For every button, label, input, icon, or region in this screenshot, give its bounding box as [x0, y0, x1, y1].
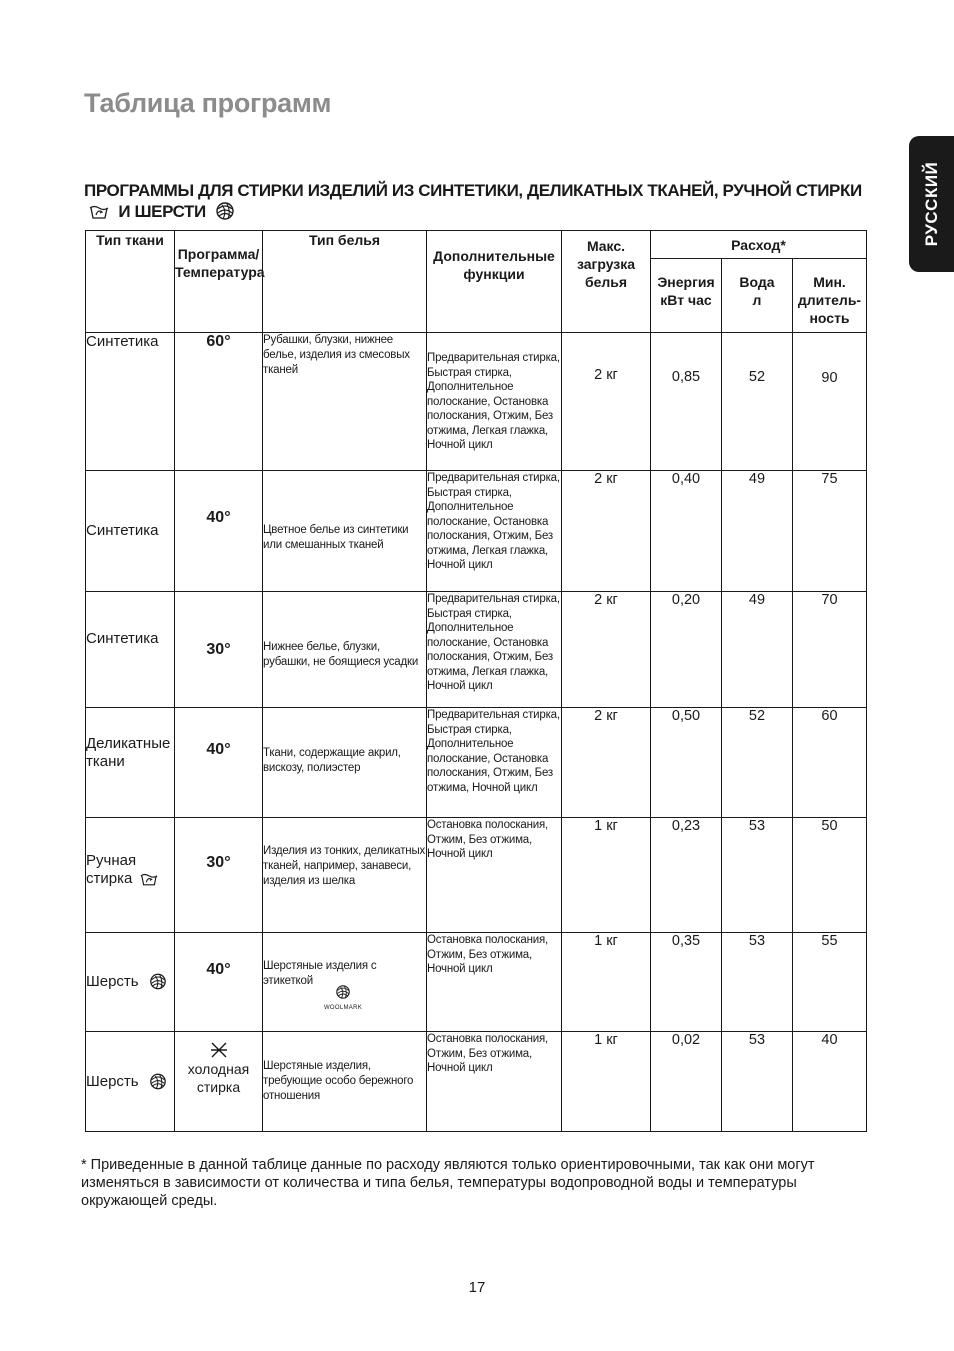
cell-extra: Остановка полоскания, Отжим, Без отжима, Ночной цикл — [427, 933, 562, 1032]
hand-wash-icon — [89, 203, 109, 225]
cell-water: 53 — [722, 933, 793, 1032]
header-water: Вода л — [722, 259, 793, 333]
cell-extra: Остановка полоскания, Отжим, Без отжима, Ночной цикл — [427, 818, 562, 933]
table-row — [86, 933, 867, 1032]
cell-water: 52 — [722, 333, 793, 471]
cell-water: 53 — [722, 1032, 793, 1132]
cell-water: 49 — [722, 592, 793, 708]
cell-fabric — [86, 1032, 175, 1132]
cell-load: 2 кг — [562, 333, 651, 471]
footnote: * Приведенные в данной таблице данные по расходу являются только ориентировочными, так как они могут изменяться в зависимости от количества и типа белья, температуры водопроводной воды и температуры окружающей среды. — [81, 1157, 815, 1209]
cell-laundry: Ткани, содержащие акрил, вискозу, полиэстер — [263, 708, 427, 818]
cell-fabric: Синтетика — [86, 592, 175, 708]
cell-fabric-label: Шерсть — [86, 1072, 139, 1090]
section-title — [84, 180, 874, 225]
section-title-part2: И ШЕРСТИ — [118, 202, 206, 221]
table-row — [86, 333, 867, 471]
cell-duration: 90 — [793, 333, 867, 471]
cell-duration: 50 — [793, 818, 867, 933]
cell-laundry: Изделия из тонких, деликатных тканей, например, занавеси, изделия из шелка — [263, 818, 427, 933]
cell-temp: 60° — [175, 333, 263, 471]
cell-energy: 0,35 — [651, 933, 722, 1032]
header-load: Макс. загрузка белья — [562, 231, 651, 333]
cell-temp: 40° — [175, 933, 263, 1032]
cell-energy: 0,50 — [651, 708, 722, 818]
cell-energy: 0,20 — [651, 592, 722, 708]
cell-load: 2 кг — [562, 592, 651, 708]
cell-laundry: Нижнее белье, блузки, рубашки, не боящиеся усадки — [263, 592, 427, 708]
cell-load: 1 кг — [562, 933, 651, 1032]
cell-load: 1 кг — [562, 818, 651, 933]
cell-duration: 70 — [793, 592, 867, 708]
cell-duration: 75 — [793, 471, 867, 592]
cell-temp: 40° — [175, 708, 263, 818]
cell-energy: 0,85 — [651, 333, 722, 471]
cell-duration: 40 — [793, 1032, 867, 1132]
table-row — [86, 592, 867, 708]
cell-energy: 0,40 — [651, 471, 722, 592]
header-fabric: Тип ткани — [86, 231, 175, 333]
cell-energy: 0,02 — [651, 1032, 722, 1132]
cell-fabric: Синтетика — [86, 471, 175, 592]
cell-fabric — [86, 933, 175, 1032]
table-row — [86, 471, 867, 592]
cell-laundry-label: Шерстяные изделия с этикеткой — [263, 960, 377, 987]
cold-wash-line2: стирка — [196, 1079, 241, 1095]
cell-extra: Остановка полоскания, Отжим, Без отжима, Ночной цикл — [427, 1032, 562, 1132]
cell-extra: Предварительная стирка, Быстрая стирка, Дополнительное полоскание, Остановка полоскания, Отжим, Без отжима, Легкая глажка, Ночной цикл — [427, 471, 562, 592]
cell-extra: Предварительная стирка, Быстрая стирка, Дополнительное полоскание, Остановка полоскания, Отжим, Без отжима, Легкая глажка, Ночной цикл — [427, 333, 562, 471]
woolmark-label: WOOLMARK — [323, 1005, 363, 1011]
header-laundry: Тип белья — [263, 231, 427, 333]
woolmark-icon — [335, 985, 351, 999]
cell-temp: 30° — [175, 818, 263, 933]
cold-wash-icon — [209, 1040, 229, 1060]
cell-temp — [175, 1032, 263, 1132]
cell-temp: 40° — [175, 471, 263, 592]
cell-temp: 30° — [175, 592, 263, 708]
header-consumption: Расход* — [651, 231, 867, 259]
cell-water: 53 — [722, 818, 793, 933]
cell-energy: 0,23 — [651, 818, 722, 933]
table-row — [86, 1032, 867, 1132]
cell-fabric-label: Ручная стирка — [86, 852, 137, 887]
cell-laundry — [263, 933, 427, 1032]
header-duration: Мин. длитель- ность — [793, 259, 867, 333]
page-title: Таблица программ — [84, 88, 332, 118]
hand-wash-icon — [140, 871, 158, 887]
table-row — [86, 818, 867, 933]
table-row — [86, 708, 867, 818]
language-tab-label: РУССКИЙ — [921, 161, 941, 247]
cell-fabric — [86, 818, 175, 933]
cell-extra: Предварительная стирка, Быстрая стирка, Дополнительное полоскание, Остановка полоскания, Отжим, Без отжима, Легкая глажка, Ночной цикл — [427, 592, 562, 708]
cell-load: 2 кг — [562, 708, 651, 818]
cell-laundry: Шерстяные изделия, требующие особо бережного отношения — [263, 1032, 427, 1132]
header-extra: Дополнительные функции — [427, 231, 562, 333]
programs-table — [85, 230, 867, 1132]
header-energy: Энергия кВт час — [651, 259, 722, 333]
cell-fabric-label: Шерсть — [86, 973, 139, 990]
cell-duration: 55 — [793, 933, 867, 1032]
cell-laundry: Рубашки, блузки, нижнее белье, изделия из смесовых тканей — [263, 333, 427, 471]
wool-icon — [149, 1073, 167, 1090]
cell-fabric: Деликатные ткани — [86, 708, 175, 818]
cell-water: 52 — [722, 708, 793, 818]
cell-laundry: Цветное белье из синтетики или смешанных тканей — [263, 471, 427, 592]
language-tab — [909, 136, 954, 272]
header-program: Программа/ Температура — [175, 231, 263, 333]
wool-icon — [149, 973, 167, 990]
cell-load: 1 кг — [562, 1032, 651, 1132]
cell-fabric: Синтетика — [86, 333, 175, 471]
cold-wash-line1: холодная — [187, 1061, 250, 1077]
section-title-part1: ПРОГРАММЫ ДЛЯ СТИРКИ ИЗДЕЛИЙ ИЗ СИНТЕТИКИ, ДЕЛИКАТНЫХ ТКАНЕЙ, РУЧНОЙ СТИРКИ — [84, 181, 862, 200]
cell-duration: 60 — [793, 708, 867, 818]
cell-extra: Предварительная стирка, Быстрая стирка, Дополнительное полоскание, Остановка полоскания, Отжим, Без отжима, Ночной цикл — [427, 708, 562, 818]
wool-icon — [215, 202, 235, 225]
cell-load: 2 кг — [562, 471, 651, 592]
page-number: 17 — [468, 1279, 486, 1296]
cell-water: 49 — [722, 471, 793, 592]
